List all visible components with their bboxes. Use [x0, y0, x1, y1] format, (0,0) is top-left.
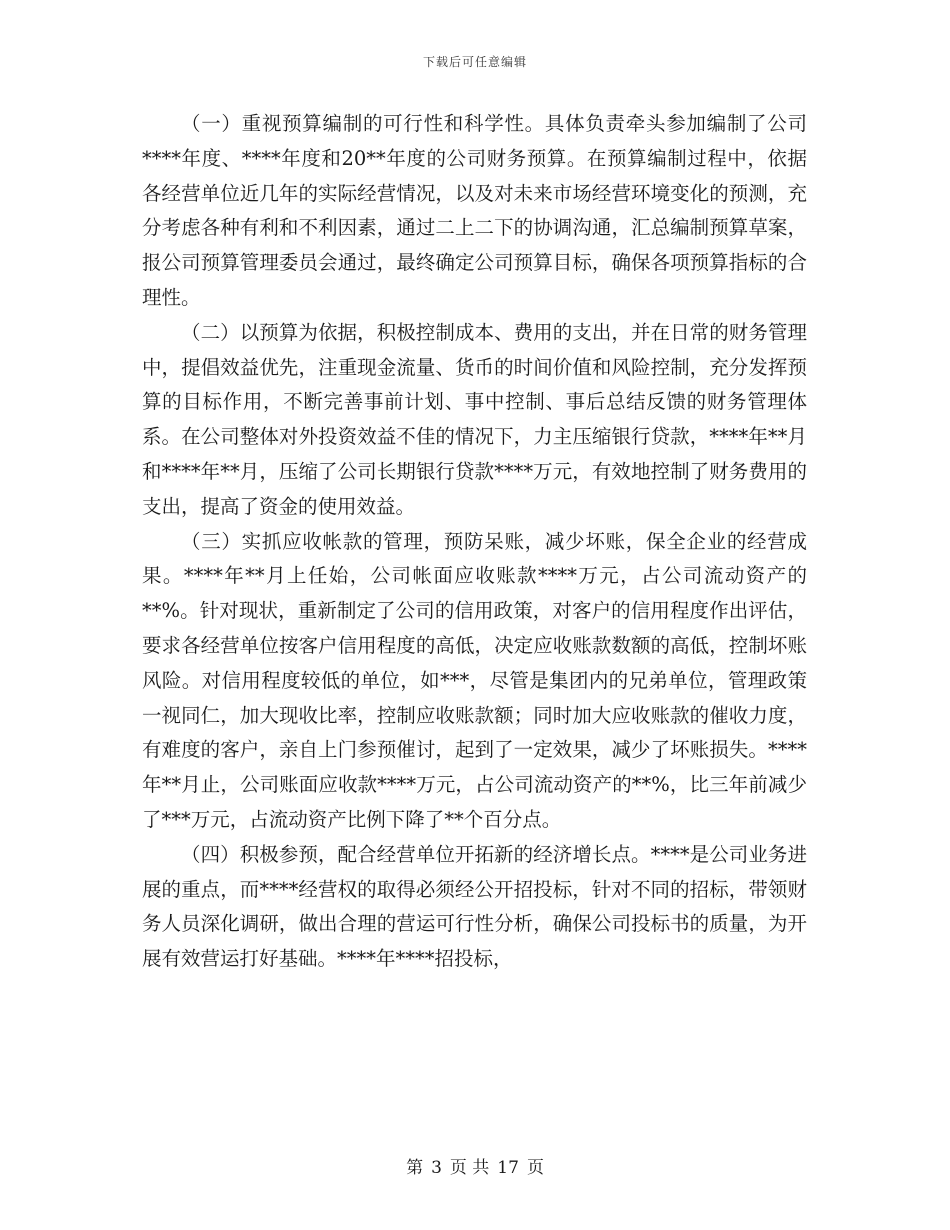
page-footer: [0, 1153, 950, 1178]
paragraph-1: （一）重视预算编制的可行性和科学性。具体负责牵头参加编制了公司****年度、****年度和20**年度的公司财务预算。在预算编制过程中，依据各经营单位近几年的实际经营情况，以及对未来市场经营环境变化的预测，充分考虑各种有利和不利因素，通过二上二下的协调沟通，汇总编制预算草案，报公司预算管理委员会通过，最终确定公司预算目标，确保各项预算指标的合理性。: [142, 112, 807, 309]
document-body: [142, 107, 807, 977]
footer-suffix: 页: [526, 1158, 544, 1178]
paragraph-3: （三）实抓应收帐款的管理，预防呆账，减少坏账，保全企业的经营成果。****年**月上任始，公司帐面应收账款****万元，占公司流动资产的**%。针对现状，重新制定了公司的信用政策，对客户的信用程度作出评估，要求各经营单位按客户信用程度的高低，决定应收账款数额的高低，控制坏账风险。对信用程度较低的单位，如***，尽管是集团内的兄弟单位，管理政策一视同仁，加大现收比率，控制应收账款额；同时加大应收账款的催收力度，有难度的客户，亲自上门参预催讨，起到了一定效果，减少了坏账损失。****年**月止，公司账面应收款****万元，占公司流动资产的**%，比三年前减少了***万元，占流动资产比例下降了**个百分点。: [142, 529, 807, 831]
current-page-number: 3: [431, 1158, 442, 1178]
footer-prefix: 第: [406, 1158, 424, 1178]
page-header: 下载后可任意编辑: [422, 55, 527, 69]
total-page-count: 17: [497, 1158, 519, 1178]
paragraph-4: （四）积极参预，配合经营单位开拓新的经济增长点。****是公司业务进展的重点，而****经营权的取得必须经公开招投标，针对不同的招标，带领财务人员深化调研，做出合理的营运可行性分析，确保公司投标书的质量，为开展有效营运打好基础。****年****招投标，: [142, 842, 807, 971]
paragraph-2: （二）以预算为依据，积极控制成本、费用的支出，并在日常的财务管理中，提倡效益优先，注重现金流量、货币的时间价值和风险控制，充分发挥预算的目标作用，不断完善事前计划、事中控制、事后总结反馈的财务管理体系。在公司整体对外投资效益不佳的情况下，力主压缩银行贷款，****年**月和****年**月，压缩了公司长期银行贷款****万元，有效地控制了财务费用的支出，提高了资金的使用效益。: [142, 320, 807, 518]
footer-middle: 页 共: [449, 1158, 490, 1178]
